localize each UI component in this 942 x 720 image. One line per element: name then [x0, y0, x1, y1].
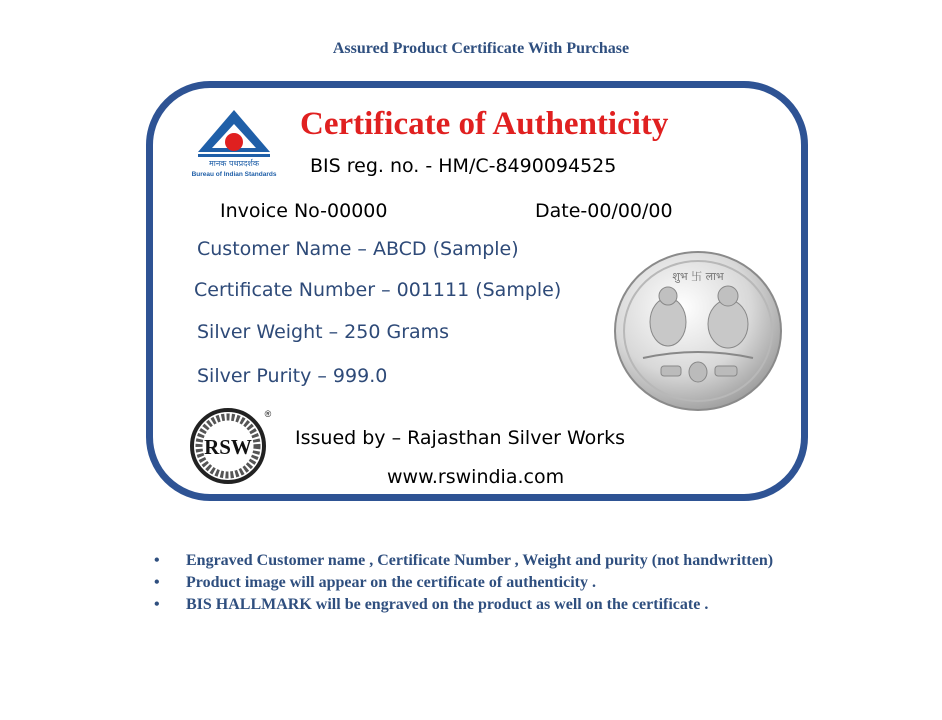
note-text: Product image will appear on the certificate of authenticity .: [186, 574, 596, 591]
rsw-logo: [188, 404, 276, 486]
bis-logo-hindi: मानक पथप्रदर्शक: [208, 159, 260, 168]
certificate-number: Certificate Number – 001111 (Sample): [194, 279, 562, 301]
bis-logo: [188, 106, 280, 180]
customer-name: Customer Name – ABCD (Sample): [197, 238, 519, 260]
note-text: Engraved Customer name , Certificate Number , Weight and purity (not handwritten): [186, 552, 774, 569]
silver-weight: Silver Weight – 250 Grams: [197, 321, 450, 343]
invoice-date: Date-00/00/00: [535, 200, 673, 222]
bullet-icon: •: [154, 574, 160, 591]
list-item: [154, 596, 773, 618]
coin-inscription: शुभ 卐 लाभ: [672, 270, 724, 283]
issued-by: Issued by – Rajasthan Silver Works: [295, 427, 625, 449]
bullet-icon: •: [154, 552, 160, 569]
note-text: BIS HALLMARK will be engraved on the product as well on the certificate .: [186, 596, 709, 613]
silver-coin-image: [613, 250, 783, 412]
rsw-logo-text: RSW: [204, 435, 252, 459]
page-heading: Assured Product Certificate With Purchase: [332, 40, 630, 57]
bis-logo-english: Bureau of Indian Standards: [191, 171, 277, 178]
website-link[interactable]: www.rswindia.com: [387, 466, 565, 488]
silver-purity: Silver Purity – 999.0: [197, 365, 388, 387]
bis-registration: BIS reg. no. - HM/C-8490094525: [310, 155, 617, 177]
list-item: [154, 552, 773, 574]
list-item: [154, 574, 773, 596]
invoice-number: Invoice No-00000: [220, 200, 388, 222]
notes-list: [154, 552, 773, 618]
registered-mark: ®: [264, 409, 272, 419]
bullet-icon: •: [154, 596, 160, 613]
certificate-title: Certificate of Authenticity: [300, 106, 669, 142]
